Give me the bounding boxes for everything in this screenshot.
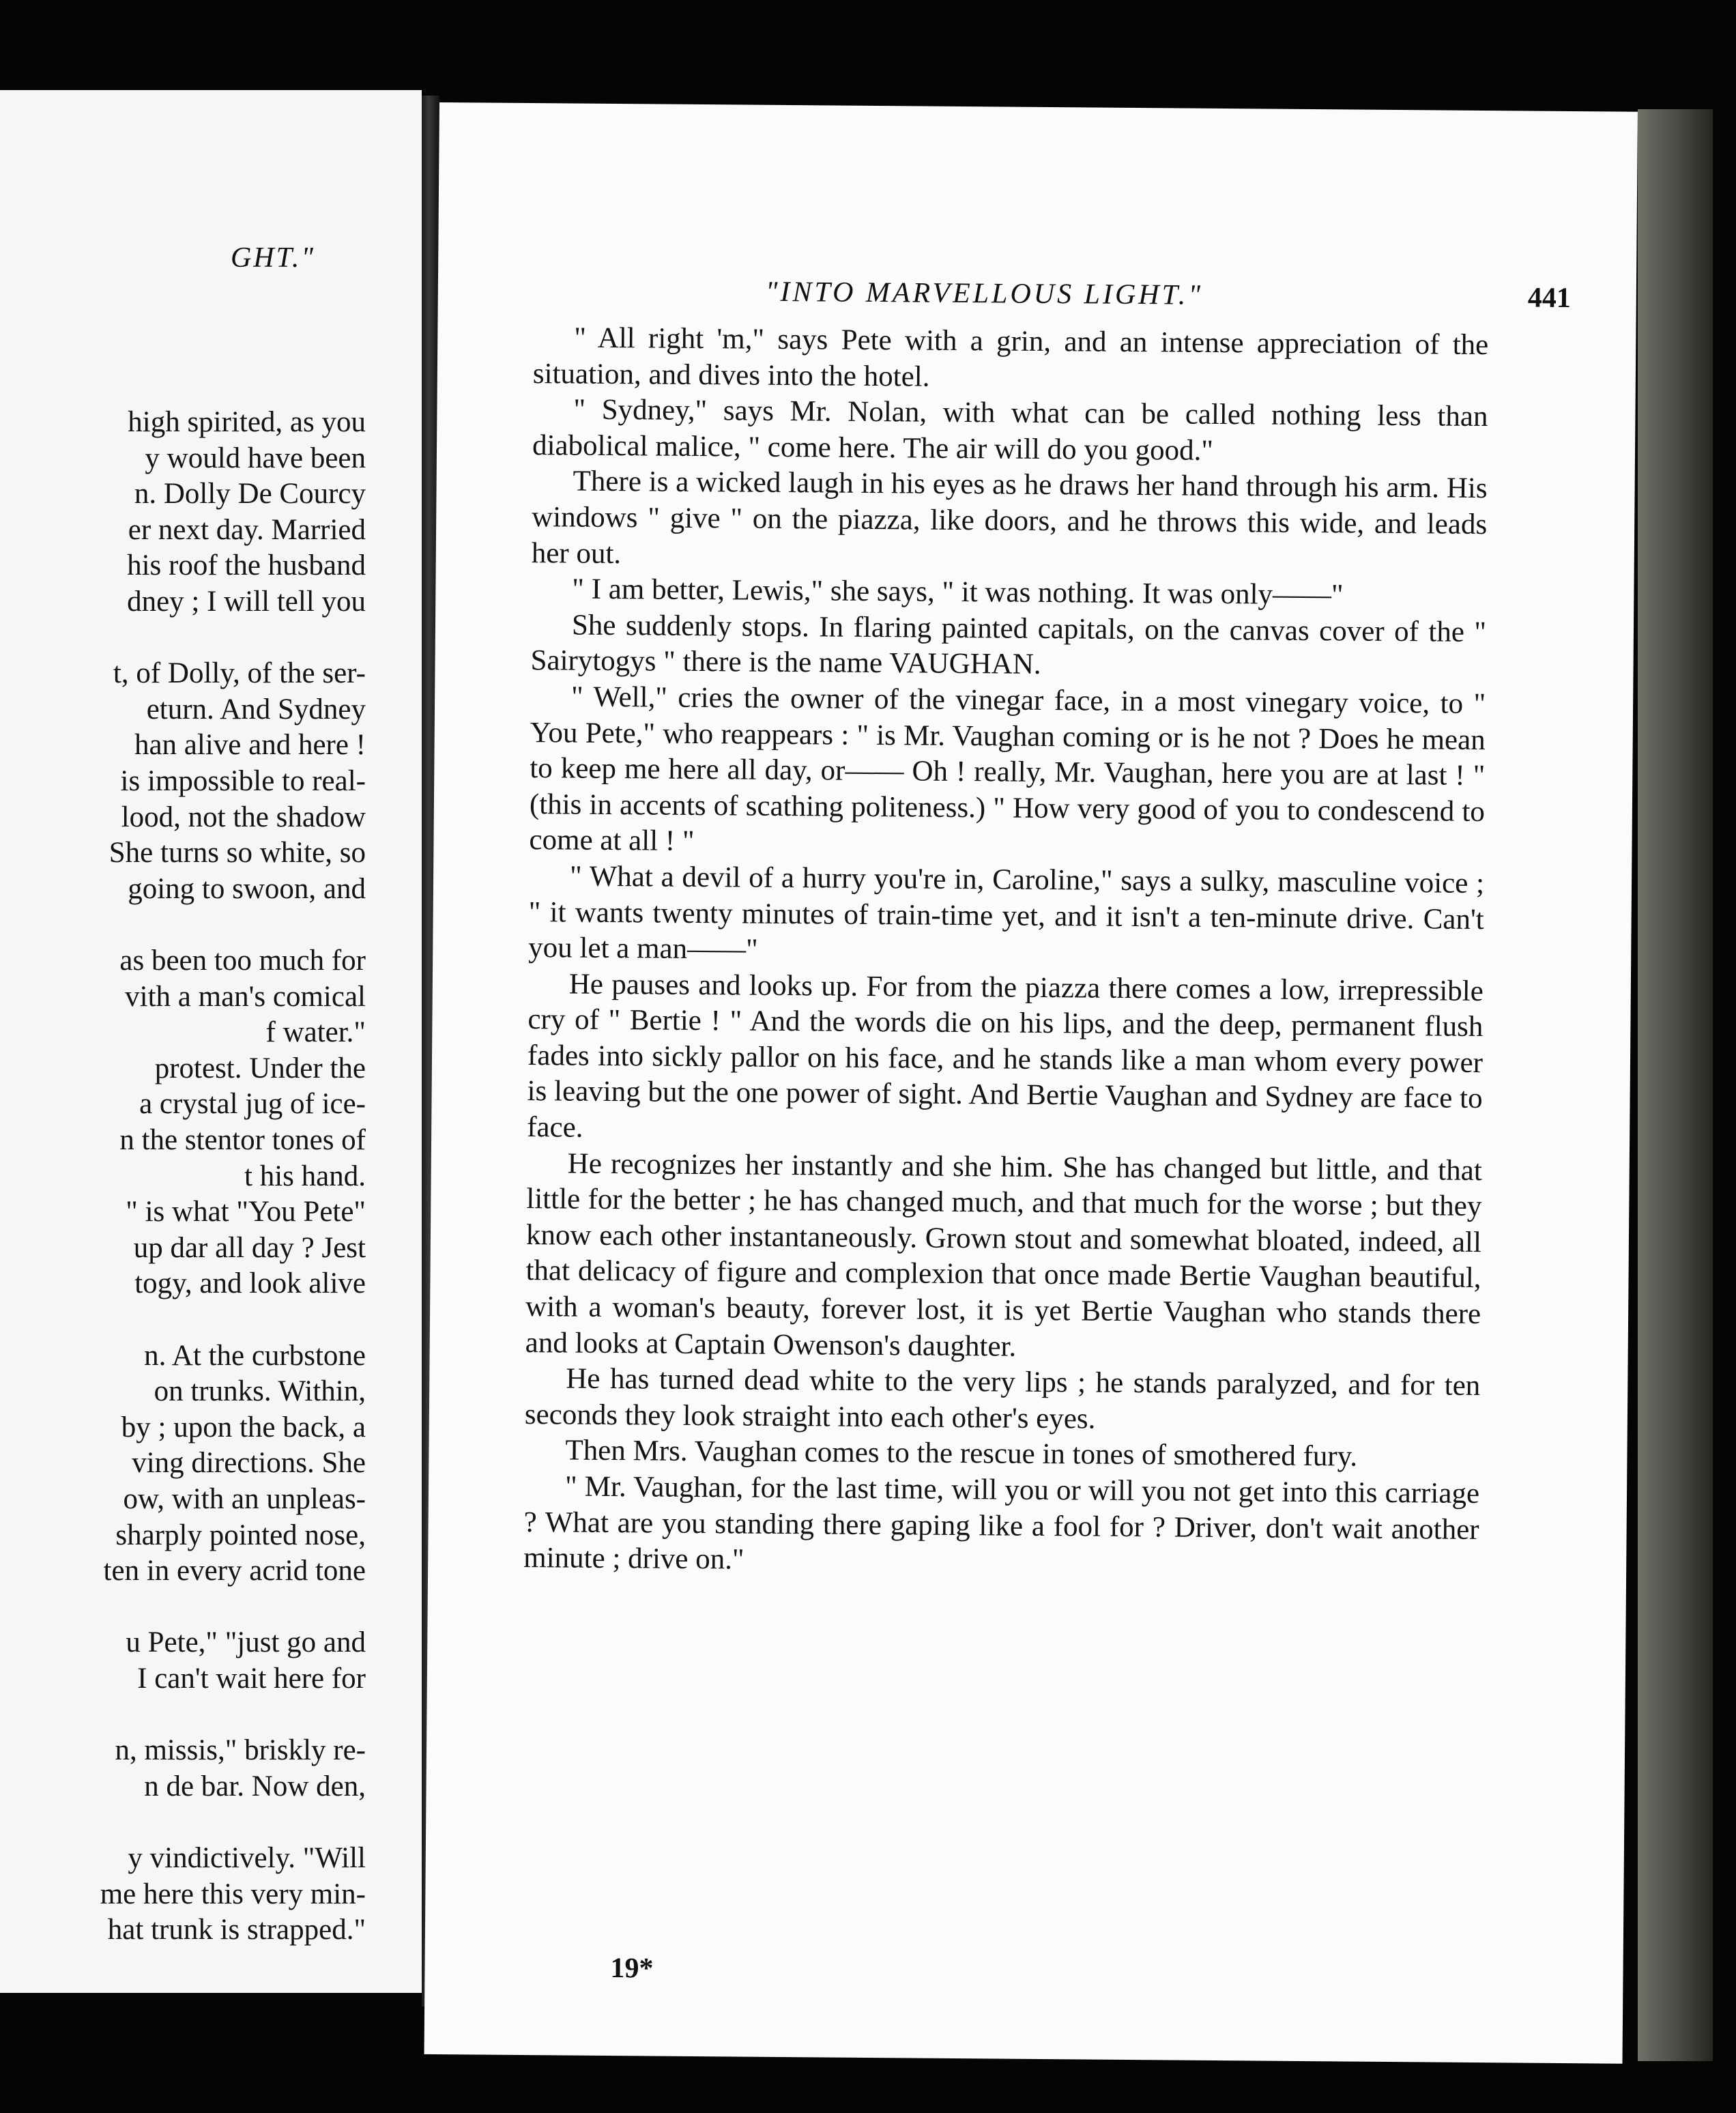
- left-page-line: I can't wait here for: [137, 1663, 366, 1695]
- left-page-line: er next day. Married: [128, 513, 366, 546]
- paragraph: He recognizes her instantly and she him. She has changed but little, and that little for the better ; he has changed much, and that much for the worse ; but they know each other instantaneously. Grown stout and somewhat bloated, indeed, all that delicacy of figure and complexion that once made Bertie Vaughan beautiful, with a woman's beauty, forever lost, it is yet Bertie Vaughan who stands there and looks at Captain Owenson's daughter.: [525, 1147, 1482, 1363]
- left-page-line: n, missis," briskly re-: [115, 1734, 366, 1767]
- paragraph: There is a wicked laugh in his eyes as he draws her hand through his arm. His windows " give " on the piazza, like doors, and he throws this wide, and leads her out.: [531, 465, 1488, 570]
- left-page-line: t his hand.: [244, 1160, 366, 1192]
- paragraph: Then Mrs. Vaughan comes to the rescue in tones of smothered fury.: [565, 1434, 1358, 1474]
- left-page-line: high spirited, as you: [128, 406, 366, 438]
- left-page-line: me here this very min-: [100, 1878, 366, 1910]
- left-page-line: n. At the curbstone: [144, 1339, 366, 1372]
- paragraph: " Mr. Vaughan, for the last time, will you or will you not get into this carriage ? What are you standing there gaping like a fool for ? Driver, don't wait another minute ; drive on.": [523, 1470, 1480, 1576]
- left-page-line: togy, and look alive: [134, 1267, 366, 1300]
- paragraph: He has turned dead white to the very lips ; he stands paralyzed, and for ten seconds they look straight into each other's eyes.: [524, 1362, 1481, 1435]
- left-page-line: n. Dolly De Courcy: [134, 478, 366, 511]
- left-page: [0, 90, 422, 1993]
- left-page-line: protest. Under the: [154, 1052, 366, 1084]
- left-page-line: n the stentor tones of: [119, 1124, 366, 1156]
- signature-mark: 19*: [610, 1953, 654, 1985]
- left-page-line: u Pete," "just go and: [126, 1626, 366, 1659]
- paragraph: She suddenly stops. In flaring painted capitals, on the canvas cover of the " Sairytogys " there is the name VAUGHAN.: [530, 609, 1487, 681]
- page-body: [523, 320, 1488, 1584]
- paragraph: " All right 'm," says Pete with a grin, and an intense appreciation of the situation, and dives into the hotel.: [532, 321, 1489, 393]
- left-page-line: as been too much for: [119, 945, 366, 977]
- left-page-line: ten in every acrid tone: [103, 1555, 366, 1587]
- left-page-line: y vindictively. "Will: [128, 1842, 366, 1874]
- paragraph: " I am better, Lewis," she says, " it was nothing. It was only——": [572, 573, 1344, 612]
- page-number: 441: [1527, 282, 1571, 315]
- paragraph: " Well," cries the owner of the vinegar face, in a most vinegary voice, to " You Pete," who reappears : " is Mr. Vaughan coming or is he not ? Does he mean to keep me here all day, or—— Oh ! really, Mr. Vaughan, here you are at last ! " (this in accents of scathing politeness.) " How very good of you to condescend to come at all ! ": [529, 680, 1486, 858]
- left-page-line: his roof the husband: [127, 549, 366, 582]
- left-page-line: ving directions. She: [132, 1447, 366, 1480]
- paragraph: " What a devil of a hurry you're in, Caroline," says a sulky, masculine voice ; " it wants twenty minutes of train-time yet, and it isn't a ten-minute drive. Can't you let a man——": [528, 860, 1485, 966]
- page-header: [766, 276, 1571, 323]
- left-page-line: vith a man's comical: [125, 980, 366, 1013]
- running-head: "INTO MARVELLOUS LIGHT.": [765, 276, 1204, 311]
- left-page-line: ow, with an unpleas-: [123, 1483, 366, 1515]
- left-page-line: a crystal jug of ice-: [139, 1088, 366, 1121]
- right-page: [424, 102, 1638, 2064]
- left-page-line: She turns so white, so: [108, 837, 366, 869]
- left-page-line: t, of Dolly, of the ser-: [113, 657, 366, 690]
- left-page-line: by ; upon the back, a: [121, 1411, 366, 1443]
- left-running-head: GHT.": [230, 242, 315, 274]
- left-page-line: going to swoon, and: [128, 872, 366, 905]
- left-page-line: dney ; I will tell you: [127, 586, 366, 618]
- left-page-line: is impossible to real-: [120, 765, 366, 797]
- left-page-line: y would have been: [145, 442, 366, 474]
- left-page-line: lood, not the shadow: [121, 801, 366, 833]
- left-page-line: hat trunk is strapped.": [107, 1914, 366, 1946]
- left-page-line: eturn. And Sydney: [146, 693, 366, 725]
- left-page-line: n de bar. Now den,: [144, 1770, 366, 1802]
- left-page-line: han alive and here !: [134, 729, 366, 762]
- book-cover-edge: [1638, 109, 1713, 2061]
- left-page-line: sharply pointed nose,: [115, 1519, 366, 1551]
- paragraph: " Sydney," says Mr. Nolan, with what can be called nothing less than diabolical malice, " come here. The air will do you good.": [532, 393, 1488, 467]
- left-page-line: f water.": [265, 1016, 366, 1049]
- left-page-line: on trunks. Within,: [154, 1375, 366, 1408]
- left-page-line: " is what "You Pete": [126, 1196, 366, 1228]
- paragraph: He pauses and looks up. For from the piazza there comes a low, irrepressible cry of " Bertie ! " And the words die on his lips, and the deep, permanent flush fades into sickly pallor on his face, and he stands like a man whom every power is leaving but the one power of sight. And Bertie Vaughan and Sydney are face to face.: [527, 968, 1484, 1144]
- left-page-line: up dar all day ? Jest: [133, 1231, 366, 1264]
